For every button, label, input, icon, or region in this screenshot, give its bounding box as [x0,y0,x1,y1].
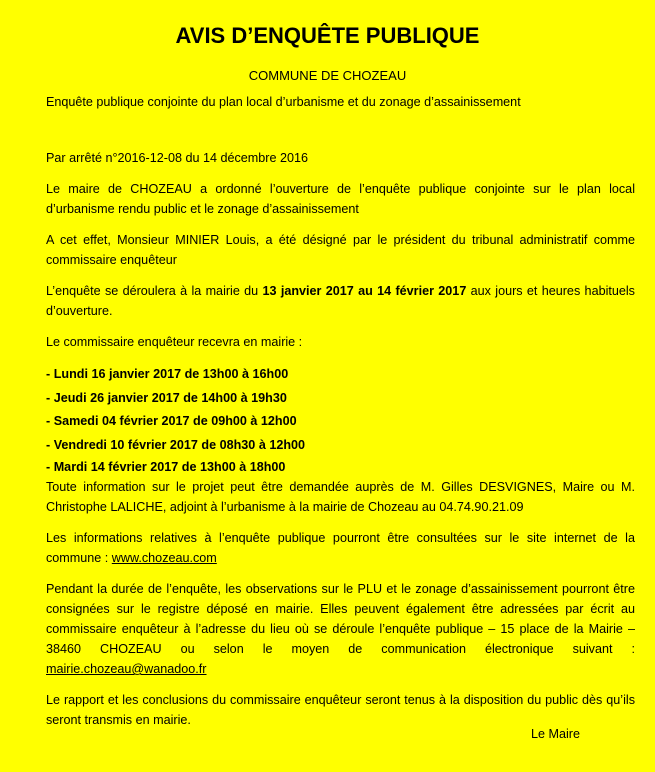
schedule-item: - Vendredi 10 février 2017 de 08h30 à 12h00 [46,437,306,452]
website-prefix: Les informations relatives à l’enquête publique pourront être consultées sur le site internet de la commune : [46,531,635,565]
observations-text: Pendant la durée de l’enquête, les observations sur le PLU et le zonage d’assainissement pourront être consignées sur le registre déposé en mairie. Elles peuvent également être adressées par écrit au commissaire enquêteur à l’adresse du lieu où se déroule l’enquête publique – 15 place de la Mairie – 38460 CHOZEAU ou selon le moyen de communication électronique suivant : [46,582,635,656]
schedule-item: - Lundi 16 janvier 2017 de 13h00 à 16h00 [46,367,289,381]
notice-title: AVIS D’ENQUÊTE PUBLIQUE [175,23,480,48]
dates-range: 13 janvier 2017 au 14 février 2017 [262,284,467,298]
schedule-item: - Mardi 14 février 2017 de 13h00 à 18h00 [46,460,286,474]
notice-subject: Enquête publique conjointe du plan local d’urbanisme et du zonage d’assainissement [46,95,521,109]
schedule-item: - Samedi 04 février 2017 de 09h00 à 12h00 [46,414,297,428]
commissioner-paragraph: A cet effet, Monsieur MINIER Louis, a été désigné par le président du tribunal administratif comme commissaire enquêteur [46,233,635,267]
mayor-signature: Le Maire [531,727,580,741]
reception-schedule [46,363,635,477]
dates-paragraph [46,281,635,321]
website-link[interactable]: www.chozeau.com [111,551,217,565]
mayor-order-paragraph: Le maire de CHOZEAU a ordonné l’ouverture de l’enquête publique conjointe sur le plan local d’urbanisme rendu public et le zonage d’assainissement [46,182,635,216]
reception-intro: Le commissaire enquêteur recevra en mairie : [46,335,303,349]
schedule-item: - Jeudi 26 janvier 2017 de 14h00 à 19h30 [46,390,287,405]
dates-prefix: L’enquête se déroulera à la mairie du [46,284,263,298]
commune-name: COMMUNE DE CHOZEAU [248,68,407,83]
dates-suffix: aux jours et heures habituels d’ouverture. [46,284,635,318]
website-paragraph [46,528,635,568]
observations-paragraph [46,579,635,679]
email-link[interactable]: mairie.chozeau@wanadoo.fr [46,662,207,676]
decree-reference: Par arrêté n°2016-12-08 du 14 décembre 2016 [46,151,308,165]
report-paragraph: Le rapport et les conclusions du commissaire enquêteur seront tenus à la disposition du public dès qu’ils seront transmis en mairie. [46,693,635,727]
information-paragraph: Toute information sur le projet peut être demandée auprès de M. Gilles DESVIGNES, Maire ou M. Christophe LALICHE, adjoint à l’urbanisme à la mairie de Chozeau au 04.74.90.21.09 [46,480,635,514]
